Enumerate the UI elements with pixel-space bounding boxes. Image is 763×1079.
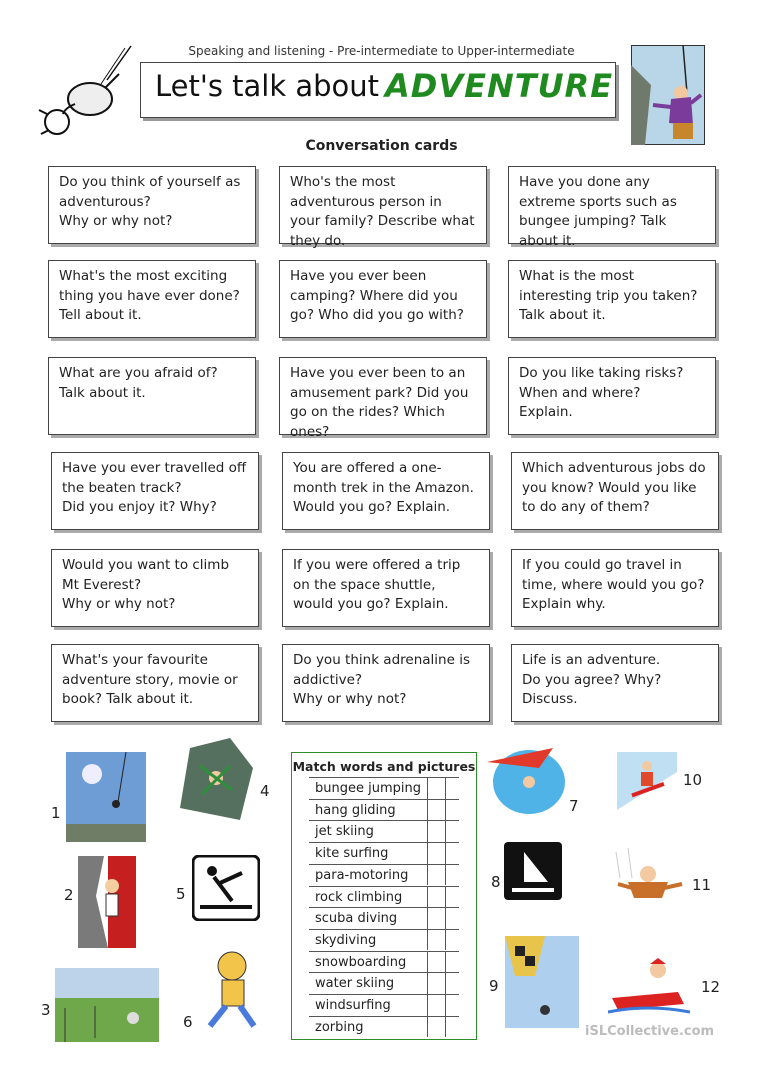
match-word-row (309, 886, 459, 908)
title-accent: ADVENTURE (385, 67, 614, 105)
picture-8-windsurf-sign-icon (504, 842, 562, 900)
match-heading: Match words and pictures (292, 759, 476, 774)
card-text: What is the most interesting trip you taken? Talk about it. (519, 268, 698, 323)
match-word-row (309, 799, 459, 821)
match-word: zorbing (315, 1019, 364, 1035)
card-text: Life is an adventure. Do you agree? Why? Discuss. (522, 652, 662, 707)
conversation-card (51, 549, 259, 627)
picture-12-jet-ski-icon (608, 958, 690, 1016)
picture-number-7: 7 (569, 797, 579, 815)
conversation-card (282, 549, 490, 627)
match-word-row (309, 929, 459, 951)
card-text: Have you done any extreme sports such as bungee jumping? Talk about it. (519, 174, 677, 249)
card-text: If you could go travel in time, where would you go? Explain why. (522, 557, 705, 612)
answer-cell[interactable] (445, 995, 446, 1016)
picture-number-6: 6 (183, 1013, 193, 1031)
card-text: Which adventurous jobs do you know? Would you like to do any of them? (522, 460, 706, 515)
conversation-card (508, 166, 716, 249)
picture-11-skydiver-icon (608, 848, 688, 914)
match-word: skydiving (315, 932, 377, 948)
answer-cell[interactable] (445, 821, 446, 842)
card-text: What's your favourite adventure story, movie or book? Talk about it. (62, 652, 238, 707)
picture-3-field-icon (55, 968, 159, 1042)
card-text: Do you think adrenaline is addictive? Why or why not? (293, 652, 470, 707)
conversation-card (282, 452, 490, 530)
match-word-row (309, 1016, 459, 1038)
match-word: bungee jumping (315, 781, 421, 796)
match-word-row (309, 864, 459, 886)
card-text: Would you want to climb Mt Everest? Why or why not? (62, 557, 230, 612)
conversation-card (508, 260, 716, 338)
card-text: If you were offered a trip on the space shuttle, would you go? Explain. (293, 557, 461, 612)
picture-6-scuba-diver-icon (196, 940, 266, 1032)
match-word-row (309, 820, 459, 842)
card-text: What's the most exciting thing you have ever done? Tell about it. (59, 268, 240, 323)
match-word: jet skiing (315, 824, 374, 840)
conversation-card (279, 357, 487, 440)
card-text: What are you afraid of? Talk about it. (59, 365, 218, 401)
match-word-row (309, 907, 459, 929)
card-text: Do you like taking risks? When and where? Explain. (519, 365, 684, 420)
answer-cell[interactable] (445, 952, 446, 973)
conversation-card (511, 452, 719, 530)
picture-7-hang-glider-icon (483, 742, 567, 816)
conversation-heading: Conversation cards (305, 138, 458, 154)
watermark: iSLCollective.com (585, 1024, 715, 1039)
picture-number-8: 8 (491, 873, 501, 891)
title-box (140, 62, 616, 118)
conversation-card (508, 357, 716, 435)
match-word: kite surfing (315, 846, 389, 862)
picture-number-1: 1 (51, 804, 61, 822)
answer-cell[interactable] (445, 865, 446, 886)
subtitle: Speaking and listening - Pre-intermediate to Upper-intermediate (188, 44, 575, 58)
picture-number-3: 3 (41, 1001, 51, 1019)
conversation-card (51, 644, 259, 722)
climber-picture-icon (631, 45, 705, 145)
answer-cell[interactable] (445, 930, 446, 951)
match-word: rock climbing (315, 889, 403, 905)
conversation-card (511, 644, 719, 722)
match-word-row (309, 994, 459, 1016)
conversation-card (48, 260, 256, 338)
picture-number-11: 11 (692, 876, 712, 894)
match-word: snowboarding (315, 954, 407, 970)
match-word: water skiing (315, 976, 395, 992)
picture-number-5: 5 (176, 885, 186, 903)
match-word: para-motoring (315, 867, 409, 883)
picture-number-12: 12 (701, 978, 721, 996)
card-text: Have you ever been camping? Where did you go? Who did you go with? (290, 268, 464, 323)
answer-cell[interactable] (445, 800, 446, 821)
picture-1-bungee-icon (66, 752, 146, 842)
card-text: Who's the most adventurous person in your family? Describe what they do. (290, 174, 475, 249)
picture-number-9: 9 (489, 977, 499, 995)
match-word-row (309, 951, 459, 973)
answer-cell[interactable] (445, 887, 446, 908)
conversation-card (51, 452, 259, 530)
card-text: Have you ever travelled off the beaten track? Did you enjoy it? Why? (62, 460, 247, 515)
answer-cell[interactable] (445, 908, 446, 929)
answer-cell[interactable] (445, 778, 446, 799)
picture-9-balloon-icon (505, 936, 579, 1028)
conversation-card (279, 166, 487, 249)
conversation-card (279, 260, 487, 338)
picture-number-2: 2 (64, 886, 74, 904)
answer-cell[interactable] (445, 973, 446, 994)
match-word: scuba diving (315, 911, 398, 927)
picture-number-10: 10 (683, 771, 703, 789)
picture-5-water-ski-sign-icon (192, 855, 260, 921)
match-words-box (291, 752, 477, 1040)
conversation-card (282, 644, 490, 722)
answer-cell[interactable] (445, 843, 446, 864)
conversation-card (511, 549, 719, 627)
match-word-row (309, 972, 459, 994)
conversation-card (48, 357, 256, 435)
picture-10-snowboarder-icon (617, 752, 677, 810)
match-word-row (309, 842, 459, 864)
card-text: Do you think of yourself as adventurous? Why or why not? (59, 174, 241, 229)
conversation-card (48, 166, 256, 244)
picture-2-rock-climbing-icon (78, 856, 136, 948)
card-text: You are offered a one-month trek in the Amazon. Would you go? Explain. (293, 460, 474, 515)
card-text: Have you ever been to an amusement park? Did you go on the rides? Which ones? (290, 365, 469, 440)
match-word: hang gliding (315, 802, 396, 818)
match-word: windsurfing (315, 998, 391, 1013)
bungee-jumper-cartoon-icon (35, 44, 135, 136)
picture-4-cliff-climber-icon (180, 738, 253, 820)
match-word-row (309, 777, 459, 799)
picture-number-4: 4 (260, 782, 270, 800)
answer-cell[interactable] (445, 1017, 446, 1038)
title-text: Let's talk about (155, 69, 380, 103)
